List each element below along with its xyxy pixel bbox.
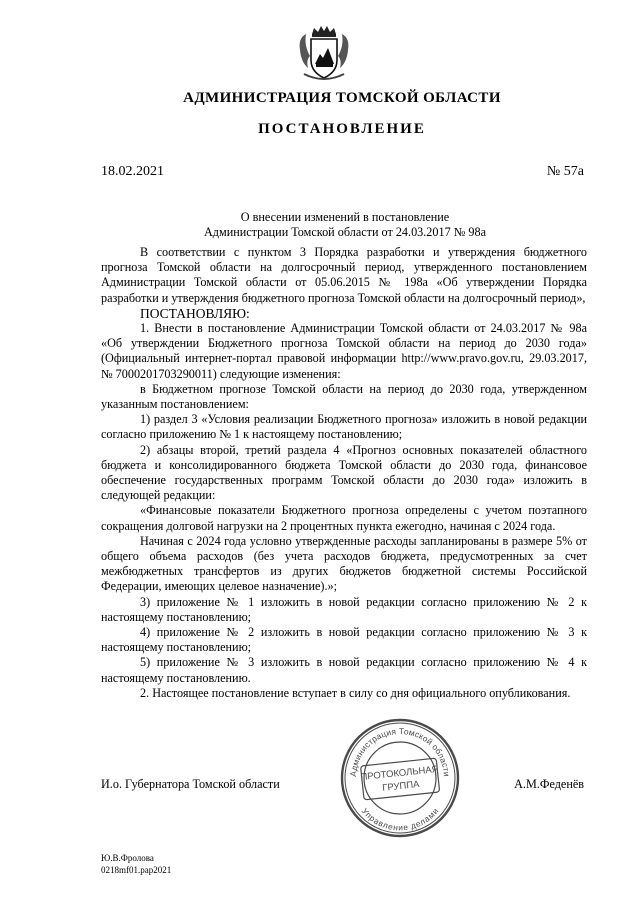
document-number: № 57а [546, 164, 584, 179]
quoted-paragraph: Начиная с 2024 года условно утвержденные расходы запланированы в размере 5% от общего объема расходов (без учета расходов бюджета, предусмотренных за счет межбюджетных трансфертов из других бюджетов бюджетной системы Российской Федерации, имеющих целевое назначение).»; [101, 533, 587, 594]
stamp-ring-bottom: Управление делами [359, 806, 441, 833]
document-body [101, 245, 587, 701]
quoted-paragraph: «Финансовые показатели Бюджетного прогноза определены с учетом поэтапного сокращения долговой нагрузки на 2 процентных пункта ежегодно, начиная с 2024 года. [101, 503, 587, 533]
list-item: 5) приложение № 3 изложить в новой редакции согласно приложению № 4 к настоящему постановлению. [101, 655, 587, 685]
paragraph-2: 2. Настоящее постановление вступает в силу со дня официального опубликования. [140, 685, 571, 700]
performer-file: 0218mf01.pap2021 [101, 864, 172, 875]
organization-name: АДМИНИСТРАЦИЯ ТОМСКОЙ ОБЛАСТИ [183, 90, 501, 106]
document-date: 18.02.2021 [101, 164, 164, 179]
paragraph-1: 1. Внести в постановление Администрации Томской области от 24.03.2017 № 98а «Об утверждении Бюджетного прогноза Томской области на период до 2030 года» (Официальный интернет-портал правовой информации http://www.pravo.gov.ru, 29.03.2017, № 7000201703290011) следующие изменения: [101, 321, 587, 381]
signatory-name: А.М.Феденёв [514, 777, 584, 791]
performer-name: Ю.В.Фролова [101, 853, 154, 863]
decree-word: ПОСТАНОВЛЯЮ: [140, 305, 250, 321]
preamble-paragraph: В соответствии с пунктом 3 Порядка разработки и утверждения бюджетного прогноза Томской области на долгосрочный период, утвержденного постановлением Администрации Томской области от 05.06.2015 № 198а «Об утверждении Порядка разработки и утверждения бюджетного прогноза Томской области на долгосрочный период», [101, 245, 587, 305]
document-type: ПОСТАНОВЛЕНИЕ [258, 121, 426, 137]
performer-info [101, 853, 171, 876]
list-item: 3) приложение № 1 изложить в новой редакции согласно приложению № 2 к настоящему постановлению; [101, 594, 587, 624]
stamp-center-line: ГРУППА [381, 779, 421, 794]
subject-line: Администрации Томской области от 24.03.2017 № 98а [203, 225, 486, 239]
document-subject [170, 210, 520, 240]
signatory-title: И.о. Губернатора Томской области [101, 777, 280, 791]
subject-line: О внесении изменений в постановление [240, 210, 450, 224]
protocol-group-stamp [338, 716, 462, 840]
list-item: 1) раздел 3 «Условия реализации Бюджетного прогноза» изложить в новой редакции согласно приложению № 1 к настоящему постановлению; [101, 412, 587, 442]
tomsk-coat-of-arms-icon [298, 20, 350, 84]
list-item: 4) приложение № 2 изложить в новой редакции согласно приложению № 3 к настоящему постановлению; [101, 625, 587, 655]
paragraph-1-intro: в Бюджетном прогнозе Томской области на период до 2030 года, утвержденном указанным постановлением: [101, 381, 587, 412]
stamp-center-line: ПРОТОКОЛЬНАЯ [359, 763, 440, 784]
list-item: 2) абзацы второй, третий раздела 4 «Прогноз основных показателей областного бюджета и консолидированного бюджета Томской области до 2030 года, финансовое обеспечение государственных программ Томской области до 2030 года» изложить в следующей редакции: [101, 442, 587, 503]
stamp-ring-top: Администрация Томской области [347, 725, 453, 778]
